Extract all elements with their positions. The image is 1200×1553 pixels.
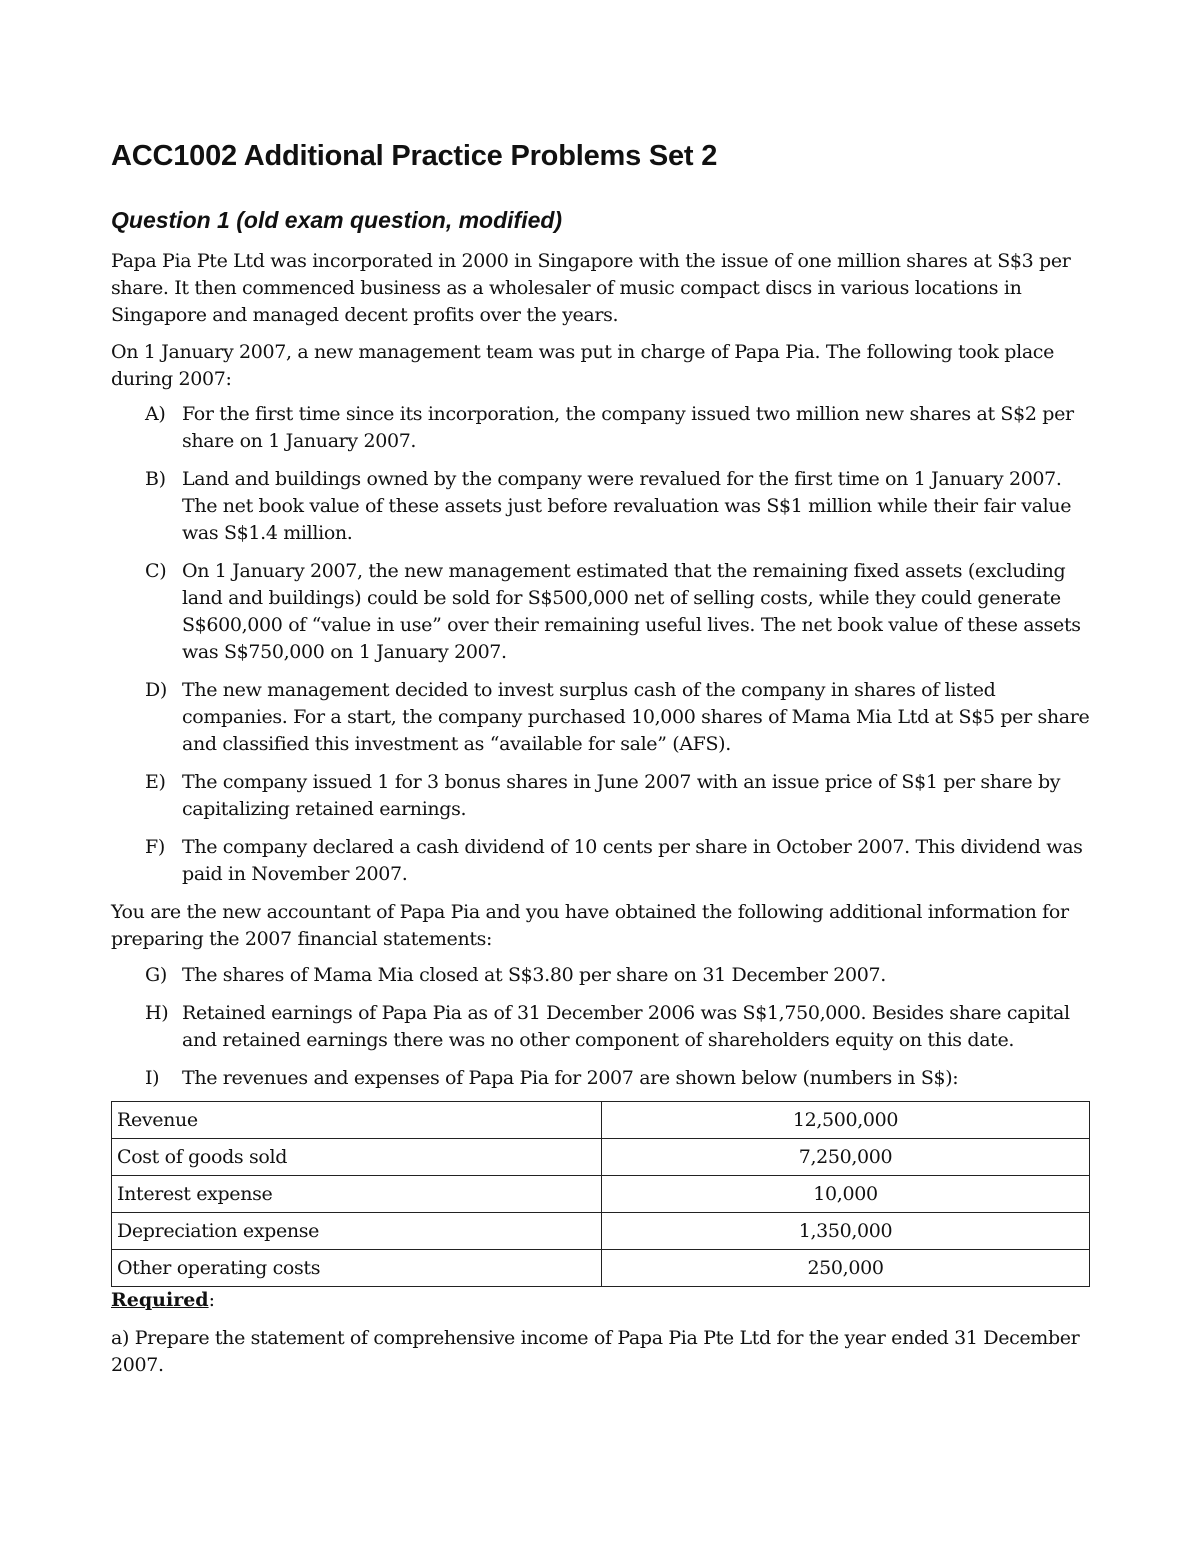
document-page (111, 138, 1091, 1379)
second-paragraph: On 1 January 2007, a new management team was put in charge of Papa Pia. The following took place during 2007: (111, 341, 1054, 390)
row-label: Interest expense (112, 1176, 602, 1213)
table-row (112, 1250, 1090, 1287)
table-row (112, 1139, 1090, 1176)
info-letter: H) (145, 1002, 169, 1024)
event-text: For the first time since its incorporation, the company issued two million new shares at S$2 per share on 1 January 2007. (182, 403, 1074, 452)
row-value: 1,350,000 (602, 1213, 1090, 1250)
info-letter: I) (145, 1067, 160, 1089)
event-letter: F) (145, 836, 165, 858)
event-letter: B) (145, 468, 166, 490)
info-text: The shares of Mama Mia closed at S$3.80 per share on 31 December 2007. (182, 964, 886, 986)
info-letter: G) (145, 964, 167, 986)
required-heading (111, 1287, 1091, 1314)
row-value: 250,000 (602, 1250, 1090, 1287)
row-label: Cost of goods sold (112, 1139, 602, 1176)
row-value: 12,500,000 (602, 1102, 1090, 1139)
row-value: 7,250,000 (602, 1139, 1090, 1176)
intro-paragraph: Papa Pia Pte Ltd was incorporated in 2000 in Singapore with the issue of one million shares at S$3 per share. It then commenced business as a wholesaler of music compact discs in various locations in Singapore and managed decent profits over the years. (111, 250, 1071, 326)
event-item-d (111, 677, 1091, 758)
event-letter: D) (145, 679, 167, 701)
event-text: The company declared a cash dividend of 10 cents per share in October 2007. This dividend was paid in November 2007. (182, 836, 1083, 885)
table-row (112, 1176, 1090, 1213)
event-text: On 1 January 2007, the new management estimated that the remaining fixed assets (excluding land and buildings) could be sold for S$500,000 net of selling costs, while they could generate S$600,000 of “value in use” over their remaining useful lives. The net book value of these assets was S$750,000 on 1 January 2007. (182, 560, 1081, 663)
event-item-a (111, 401, 1091, 455)
part-a-text: a) Prepare the statement of comprehensive income of Papa Pia Pte Ltd for the year ended 31 December 2007. (111, 1327, 1080, 1376)
third-paragraph: You are the new accountant of Papa Pia and you have obtained the following additional information for preparing the 2007 financial statements: (111, 901, 1069, 950)
info-item-i (111, 1065, 1091, 1092)
info-item-h (111, 1000, 1091, 1054)
event-item-f (111, 834, 1091, 888)
event-letter: E) (145, 771, 166, 793)
table-row (112, 1102, 1090, 1139)
row-value: 10,000 (602, 1176, 1090, 1213)
info-text: The revenues and expenses of Papa Pia for 2007 are shown below (numbers in S$): (182, 1067, 959, 1089)
info-text: Retained earnings of Papa Pia as of 31 December 2006 was S$1,750,000. Besides share capital and retained earnings there was no other component of shareholders equity on this date. (182, 1002, 1070, 1051)
events-list (111, 401, 1091, 888)
row-label: Revenue (112, 1102, 602, 1139)
row-label: Other operating costs (112, 1250, 602, 1287)
event-text: The company issued 1 for 3 bonus shares in June 2007 with an issue price of S$1 per share by capitalizing retained earnings. (182, 771, 1061, 820)
event-letter: A) (145, 403, 166, 425)
table-row (112, 1213, 1090, 1250)
additional-info-list (111, 962, 1091, 1092)
event-item-b (111, 466, 1091, 547)
required-label: Required (111, 1289, 209, 1311)
document-title: ACC1002 Additional Practice Problems Set 2 (111, 140, 718, 172)
event-item-c (111, 558, 1091, 666)
required-colon: : (208, 1289, 215, 1311)
revenue-expense-table (111, 1101, 1090, 1287)
question-heading: Question 1 (old exam question, modified) (111, 207, 563, 233)
row-label: Depreciation expense (112, 1213, 602, 1250)
event-text: Land and buildings owned by the company were revalued for the first time on 1 January 2007. The net book value of these assets just before revaluation was S$1 million while their fair value was S$1.4 million. (182, 468, 1072, 544)
info-item-g (111, 962, 1091, 989)
event-letter: C) (145, 560, 167, 582)
event-item-e (111, 769, 1091, 823)
event-text: The new management decided to invest surplus cash of the company in shares of listed companies. For a start, the company purchased 10,000 shares of Mama Mia Ltd at S$5 per share and classified this investment as “available for sale” (AFS). (182, 679, 1090, 755)
